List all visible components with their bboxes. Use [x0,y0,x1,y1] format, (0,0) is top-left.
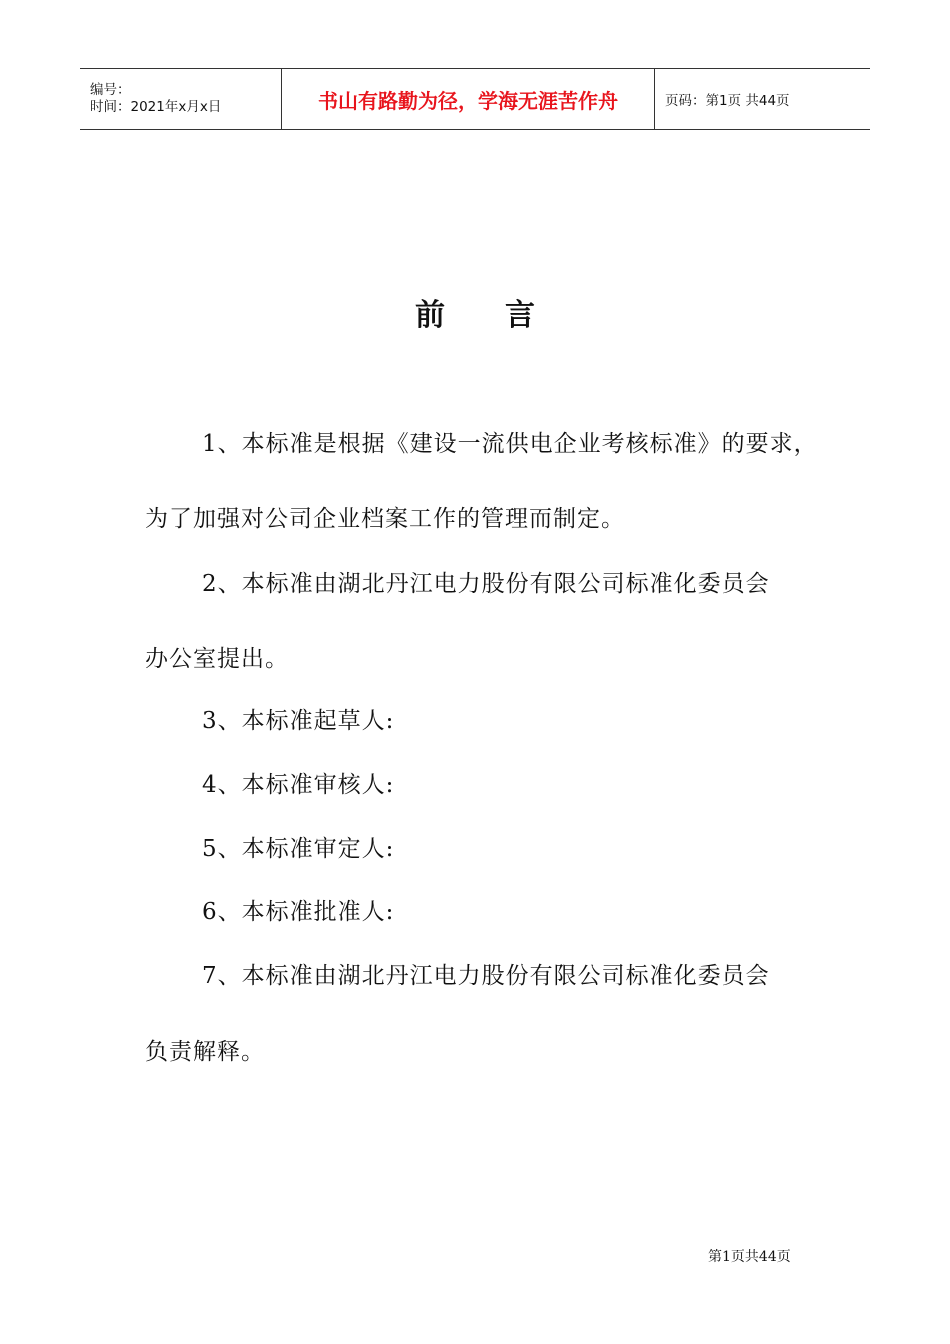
header-page-cell [655,69,870,129]
header-meta [80,69,282,129]
header-motto: 书山有路勤为径，学海无涯苦作舟 [318,88,618,113]
document-number-label: 编号： [90,82,131,98]
page-footer: 第1页共44页 [708,1249,791,1265]
page-header [80,68,870,130]
paragraph-line-8: 6、本标准批准人: [202,899,395,925]
paragraph-line-6: 4、本标准审核人: [202,772,395,798]
paragraph-line-1: 1、本标准是根据《建设一流供电企业考核标准》的要求， [202,431,818,457]
paragraph-line-4: 办公室提出。 [145,646,289,672]
paragraph-line-10: 负责解释。 [145,1039,265,1065]
page-title: 前言 [415,298,595,333]
header-motto-cell [282,69,655,129]
header-page-number: 页码：第1页 共44页 [665,93,790,109]
paragraph-line-9: 7、本标准由湖北丹江电力股份有限公司标准化委员会 [202,963,770,989]
paragraph-line-3: 2、本标准由湖北丹江电力股份有限公司标准化委员会 [202,571,770,597]
paragraph-line-2: 为了加强对公司企业档案工作的管理而制定。 [145,506,625,532]
document-date: 时间：2021年x月x日 [90,99,222,115]
paragraph-line-7: 5、本标准审定人: [202,836,395,862]
paragraph-line-5: 3、本标准起草人: [202,708,395,734]
